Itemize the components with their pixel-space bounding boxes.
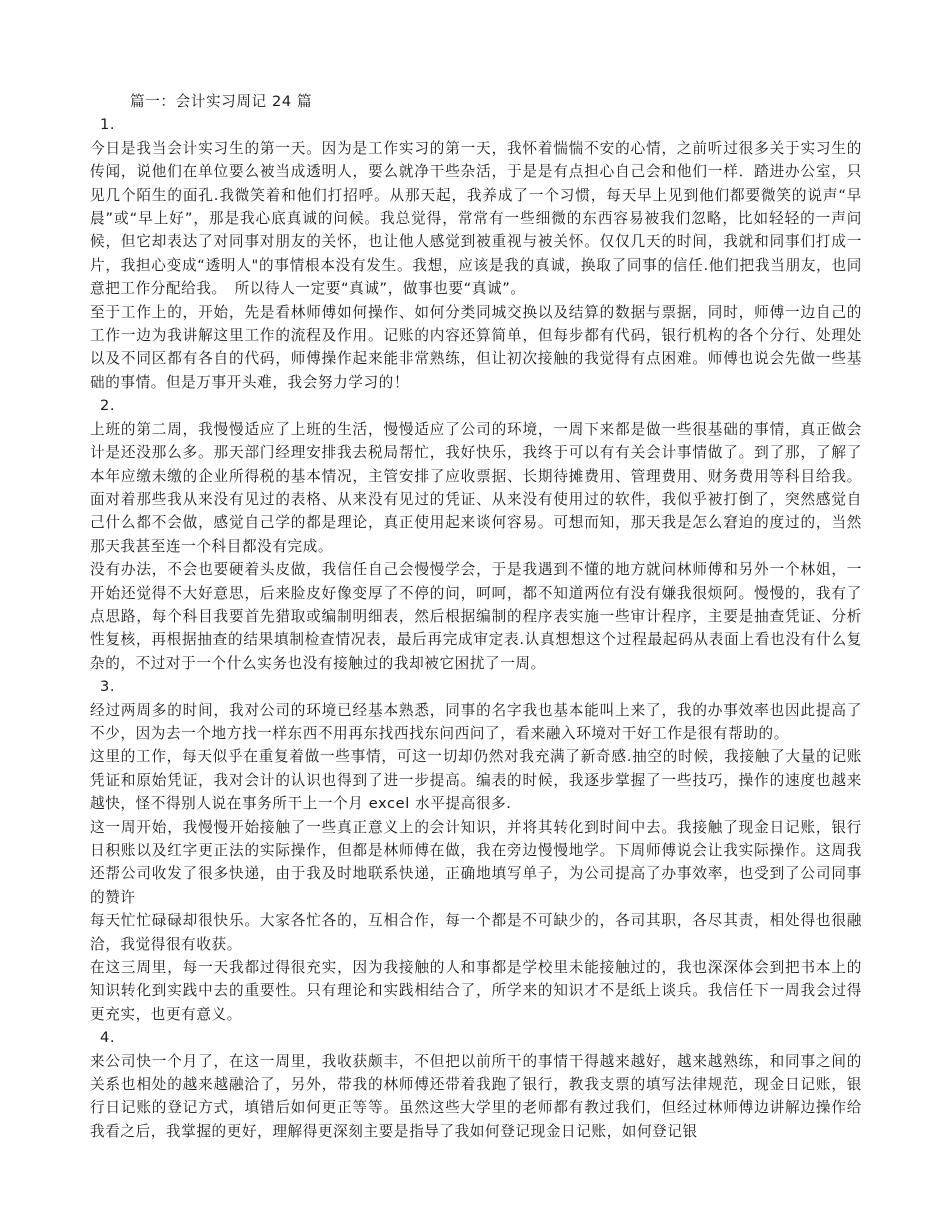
paragraph: 这一周开始，我慢慢开始接触了一些真正意义上的会计知识，并将其转化到时间中去。我接触了现金日记账，银行日积账以及红字更正法的实际操作，但都是林师傅在做，我在旁边慢慢地学。下周师傅说会让我实际操作。这周我还帮公司收发了很多快递，由于我及时地联系快递，正确地填写单子，为公司提高了办事效率，也受到了公司同事的赞许 xyxy=(90,818,862,906)
paragraph: 来公司快一个月了，在这一周里，我收获颇丰，不但把以前所干的事情干得越来越好，越来越熟练，和同事之间的关系也相处的越来越融洽了，另外，带我的林师傅还带着我跑了银行，教我支票的填写法律规范，现金日记账，银行日记账的登记方式，填错后如何更正等等。虽然这些大学里的老师都有教过我们，但经过林师傅边讲解边操作给我看之后，我掌握的更好，理解得更深刻主要是指导了我如何登记现金日记账，如何登记银 xyxy=(90,1052,862,1140)
paragraph: 今日是我当会计实习生的第一天。因为是工作实习的第一天，我怀着惴惴不安的心情，之前听过很多关于实习生的传闻，说他们在单位要么被当成透明人，要么就净干些杂活，于是是有点担心自己会和他们一样．踏进办公室，只见几个陌生的面孔.我微笑着和他们打招呼。从那天起，我养成了一个习惯，每天早上见到他们都要微笑的说声“早晨”或“早上好”，那是我心底真诚的问候。我总觉得，常常有一些细微的东西容易被我们忽略，比如轻轻的一声问候，但它却表达了对同事对朋友的关怀，也让他人感觉到被重视与被关怀。仅仅几天的时间，我就和同事们打成一片，我担心变成“透明人"的事情根本没有发生。我想，应该是我的真诚，换取了同事的信任.他们把我当朋友，也同意把工作分配给我。 所以待人一定要“真诚”，做事也要“真诚”。 xyxy=(90,139,862,298)
paragraph: 至于工作上的，开始，先是看林师傅如何操作、如何分类同城交换以及结算的数据与票据，同时，师傅一边自己的工作一边为我讲解这里工作的流程及作用。记账的内容还算简单，但每步都有代码，银行机构的各个分行、处理处以及不同区都有各自的代码，师傅操作起来能非常熟练，但让初次接触的我觉得有点困难。师傅也说会先做一些基础的事情。但是万事开头难，我会努力学习的！ xyxy=(90,303,862,391)
document-body xyxy=(90,90,862,1143)
document-title: 篇一：会计实习周记 24 篇 xyxy=(130,93,313,110)
section-number: 1. xyxy=(100,116,116,134)
paragraph: 每天忙忙碌碌却很快乐。大家各忙各的，互相合作，每一个都是不可缺少的，各司其职，各尽其责，相处得也很融洽，我觉得很有收获。 xyxy=(90,912,862,953)
paragraph: 上班的第二周，我慢慢适应了上班的生活，慢慢适应了公司的环境，一周下来都是做一些很基础的事情，真正做会计是还没那么多。那天部门经理安排我去税局帮忙，我好快乐，我终于可以有有关会计事情做了。到了那，了解了本年应缴未缴的企业所得税的基本情况，主管安排了应收票据、长期待摊费用、管理费用、财务费用等科目给我。面对着那些我从来没有见过的表格、从来没有见过的凭证、从来没有使用过的软件，我似乎被打倒了，突然感觉自己什么都不会做，感觉自己学的都是理论，真正使用起来谈何容易。可想而知，那天我是怎么窘迫的度过的，当然那天我甚至连一个科目都没有完成。 xyxy=(90,420,862,555)
section-number: 4. xyxy=(100,1029,116,1047)
section-number: 2. xyxy=(100,397,116,415)
paragraph: 经过两周多的时间，我对公司的环境已经基本熟悉，同事的名字我也基本能叫上来了，我的办事效率也因此提高了不少，因为去一个地方找一样东西不用再东找西找东问西问了，看来融入环境对干好工作是很有帮助的。 xyxy=(90,701,862,742)
section-number: 3. xyxy=(100,678,116,696)
paragraph: 在这三周里，每一天我都过得很充实，因为我接触的人和事都是学校里未能接触过的，我也深深体会到把书本上的知识转化到实践中去的重要性。只有理论和实践相结合了，所学来的知识才不是纸上谈兵。我信任下一周我会过得更充实，也更有意义。 xyxy=(90,959,862,1023)
paragraph: 没有办法，不会也要硬着头皮做，我信任自己会慢慢学会，于是我遇到不懂的地方就问林师傅和另外一个林姐，一开始还觉得不大好意思，后来脸皮好像变厚了不停的问，呵呵，都不知道两位有没有嫌我很烦阿。慢慢的，我有了点思路，每个科目我要首先猎取或编制明细表，然后根据编制的程序表实施一些审计程序，主要是抽查凭证、分析性复核，再根据抽查的结果填制检查情况表，最后再完成审定表.认真想想这个过程最起码从表面上看也没有什么复杂的，不过对于一个什么实务也没有接触过的我却被它困扰了一周。 xyxy=(90,561,862,672)
paragraph: 这里的工作，每天似乎在重复着做一些事情，可这一切却仍然对我充满了新奇感.抽空的时候，我接触了大量的记账凭证和原始凭证，我对会计的认识也得到了进一步提高。编表的时候，我逐步掌握了一些技巧，操作的速度也越来越快，怪不得别人说在事务所干上一个月 excel 水平提高很多. xyxy=(90,748,862,813)
